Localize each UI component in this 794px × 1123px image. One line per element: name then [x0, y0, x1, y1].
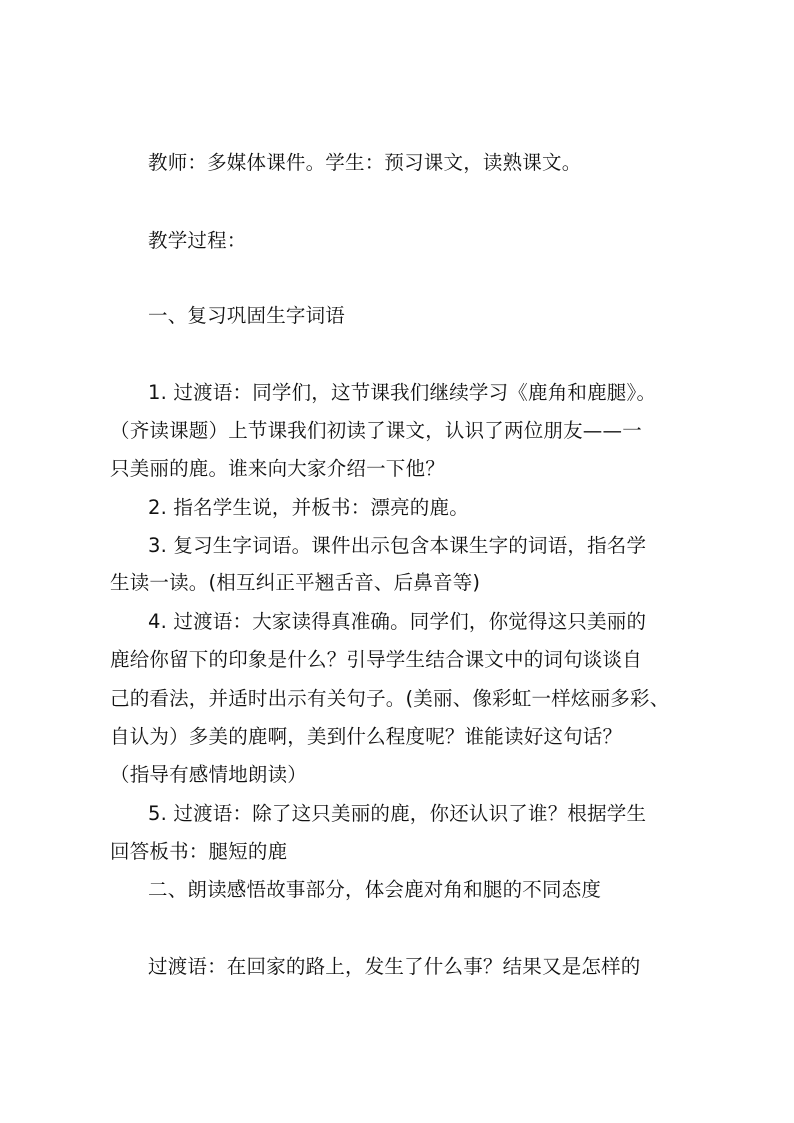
item4-line1: 4. 过渡语：大家读得真准确。同学们，你觉得这只美丽的 — [148, 610, 647, 633]
item5-line2: 回答板书：腿短的鹿 — [110, 840, 288, 863]
preparation-text: 教师：多媒体课件。学生：预习课文，读熟课文。 — [148, 151, 582, 174]
item1-line1: 1. 过渡语：同学们，这节课我们继续学习《鹿角和鹿腿》。 — [148, 381, 657, 404]
item4-line5: （指导有感情地朗读） — [110, 763, 308, 786]
item4-line2: 鹿给你留下的印象是什么？引导学生结合课文中的词句谈谈自 — [110, 648, 642, 671]
item4-line4: 自认为）多美的鹿啊，美到什么程度呢？谁能读好这句话？ — [110, 725, 623, 748]
transition-text: 过渡语：在回家的路上，发生了什么事？结果又是怎样的 — [148, 955, 641, 978]
item4-line3: 己的看法，并适时出示有关句子。(美丽、像彩虹一样炫丽多彩、 — [110, 687, 670, 710]
item5-line1: 5. 过渡语：除了这只美丽的鹿，你还认识了谁？根据学生 — [148, 802, 647, 825]
section2-heading: 二、朗读感悟故事部分，体会鹿对角和腿的不同态度 — [148, 878, 602, 901]
item1-line2: （齐读课题）上节课我们初读了课文，认识了两位朋友——一 — [110, 419, 642, 442]
section1-heading: 一、复习巩固生字词语 — [148, 304, 346, 327]
item2-line1: 2. 指名学生说，并板书：漂亮的鹿。 — [148, 496, 469, 519]
process-heading: 教学过程： — [148, 229, 247, 252]
item3-line1: 3. 复习生字词语。课件出示包含本课生字的词语，指名学 — [148, 534, 647, 557]
item1-line3: 只美丽的鹿。谁来向大家介绍一下他？ — [110, 457, 445, 480]
item3-line2: 生读一读。(相互纠正平翘舌音、后鼻音等) — [110, 571, 481, 594]
